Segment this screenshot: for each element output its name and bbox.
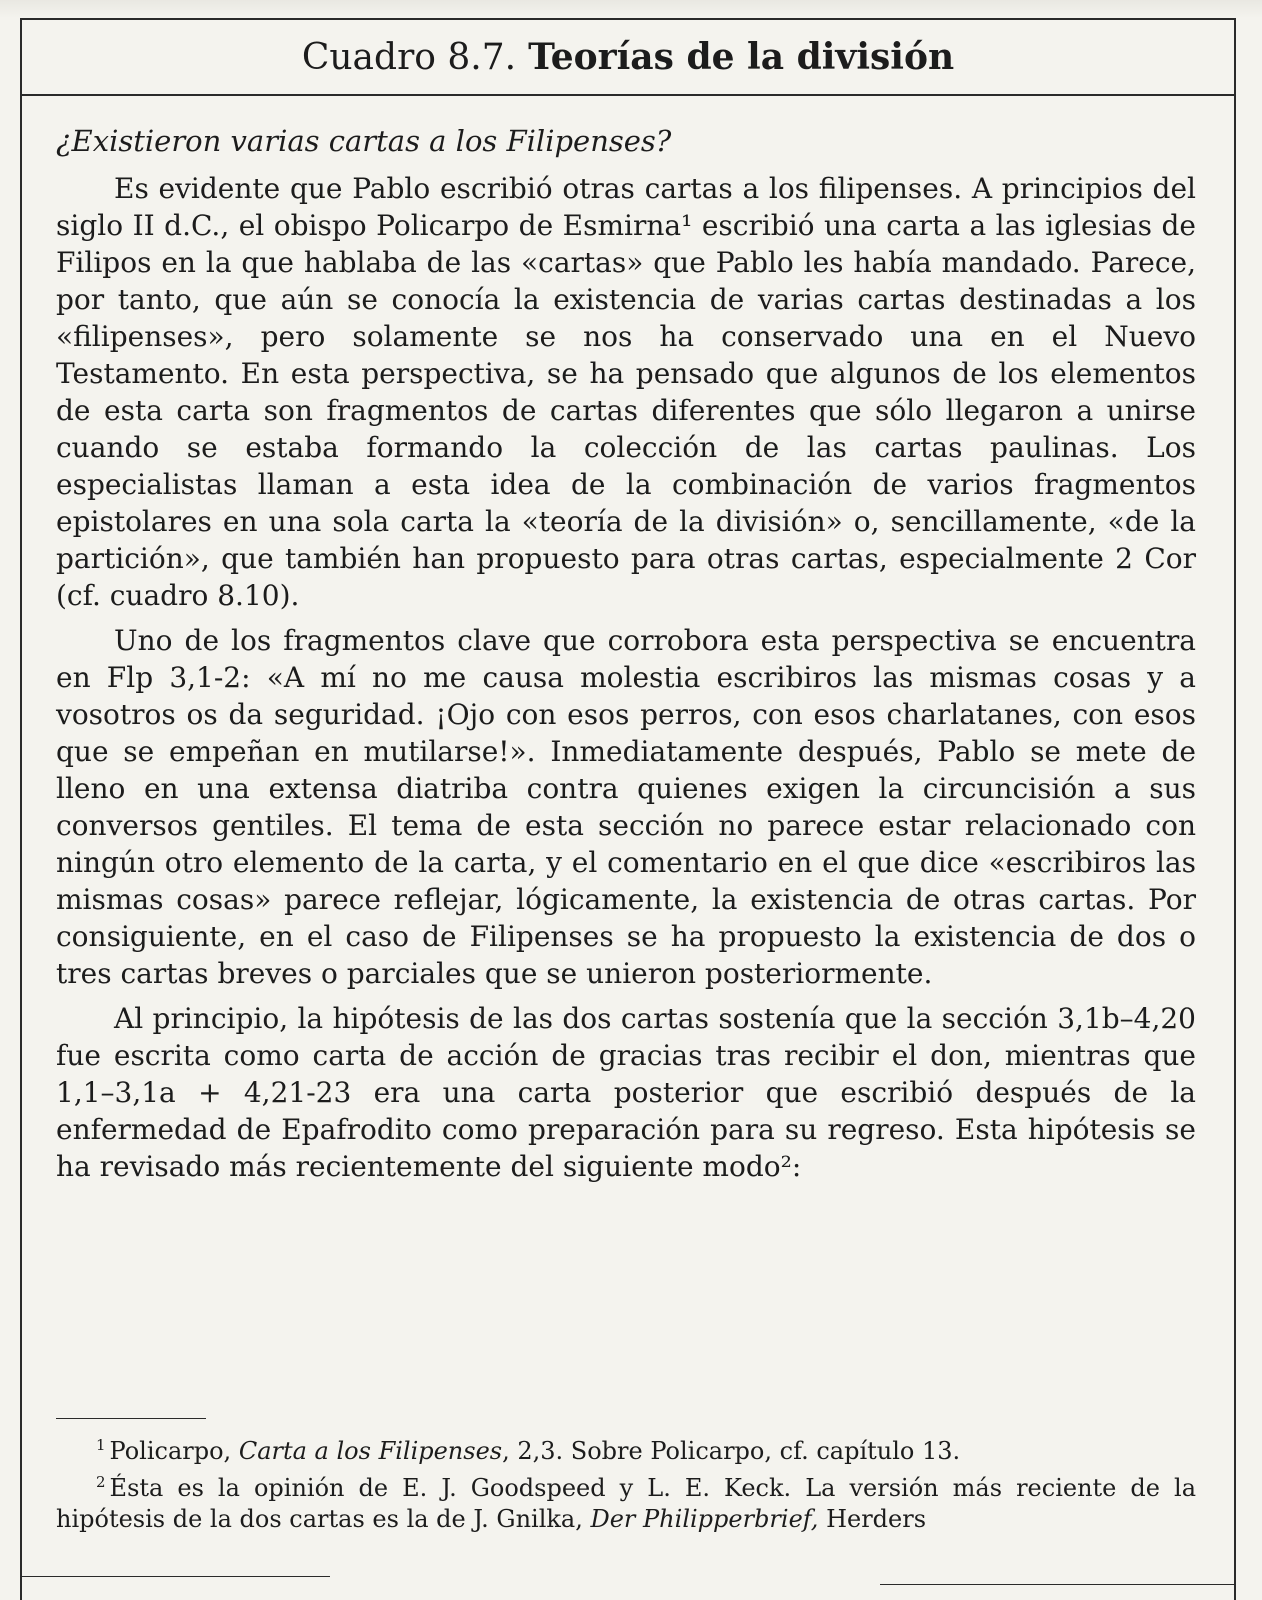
box-content xyxy=(56,124,1196,1193)
box-title: Teorías de la división xyxy=(528,36,955,78)
footnote-2-text-after: Herders xyxy=(818,1505,927,1533)
footnotes xyxy=(56,1430,1196,1535)
bottom-rule-left xyxy=(20,1576,330,1577)
footnote-separator xyxy=(56,1418,206,1419)
paragraph-2: Uno de los fragmentos clave que corrobora esta perspectiva se encuentra en Flp 3,1-2: «A mí no me causa molestia escribiros las mismas cosas y a vosotros os da seguridad. ¡Ojo con esos perros, con esos charlatanes, con esos que se empeñan en mutilarse!». Inmediatamente después, Pablo se mete de lleno en una extensa diatriba contra quienes exigen la circuncisión a sus conversos gentiles. El tema de esta sección no parece estar relacionado con ningún otro elemento de la carta, y el comentario en el que dice «escribiros las mismas cosas» parece reflejar, lógicamente, la existencia de otras cartas. Por consiguiente, en el caso de Filipenses se ha propuesto la existencia de dos o tres cartas breves o parciales que se unieron posteriormente. xyxy=(56,624,1196,990)
footnote-1-italic: Carta a los Filipenses xyxy=(238,1437,503,1465)
box-number: Cuadro 8.7. xyxy=(301,36,517,78)
paragraph-3: Al principio, la hipótesis de las dos cartas sostenía que la sección 3,1b–4,20 fue escrita como carta de acción de gracias tras recibir el don, mientras que 1,1–3,1a + 4,21-23 era una carta posterior que escribió después de la enfermedad de Epafrodito como preparación para su regreso. Esta hipótesis se ha revisado más recientemente del siguiente modo²: xyxy=(56,1002,1196,1183)
section-question: ¿Existieron varias cartas a los Filipenses? xyxy=(56,124,672,158)
footnote-2-italic: Der Philipperbrief, xyxy=(590,1505,819,1533)
footnote-1 xyxy=(56,1430,1196,1467)
footnote-1-text-after: , 2,3. Sobre Policarpo, cf. capítulo 13. xyxy=(502,1437,961,1465)
sidebar-box xyxy=(20,18,1236,1600)
footnote-2 xyxy=(56,1467,1196,1535)
footnote-1-mark: 1 xyxy=(96,1436,106,1454)
paragraph-1: Es evidente que Pablo escribió otras cartas a los filipenses. A principios del siglo II d.C., el obispo Policarpo de Esmirna¹ escribió una carta a las iglesias de Filipos en la que hablaba de las «cartas» que Pablo les había mandado. Parece, por tanto, que aún se conocía la existencia de varias cartas destinadas a los «filipenses», pero solamente se nos ha conservado una en el Nuevo Testamento. En esta perspectiva, se ha pensado que algunos de los elementos de esta carta son fragmentos de cartas diferentes que sólo llegaron a unirse cuando se estaba formando la colección de las cartas paulinas. Los especialistas llaman a esta idea de la combinación de varios fragmentos epistolares en una sola carta la «teoría de la división» o, sencillamente, «de la partición», que también han propuesto para otras cartas, especialmente 2 Cor (cf. cuadro 8.10). xyxy=(56,172,1196,612)
bottom-rule-right xyxy=(880,1584,1236,1585)
page-top-edge xyxy=(0,0,1262,18)
box-title-bar xyxy=(22,20,1234,96)
footnote-2-text-before: Ésta es la opinión de E. J. Goodspeed y L. E. Keck. La versión más reciente de la hipótesis de la dos cartas es la de J. Gnilka, xyxy=(56,1474,1196,1533)
footnote-2-mark: 2 xyxy=(96,1473,106,1491)
footnote-1-text-before: Policarpo, xyxy=(109,1437,239,1465)
